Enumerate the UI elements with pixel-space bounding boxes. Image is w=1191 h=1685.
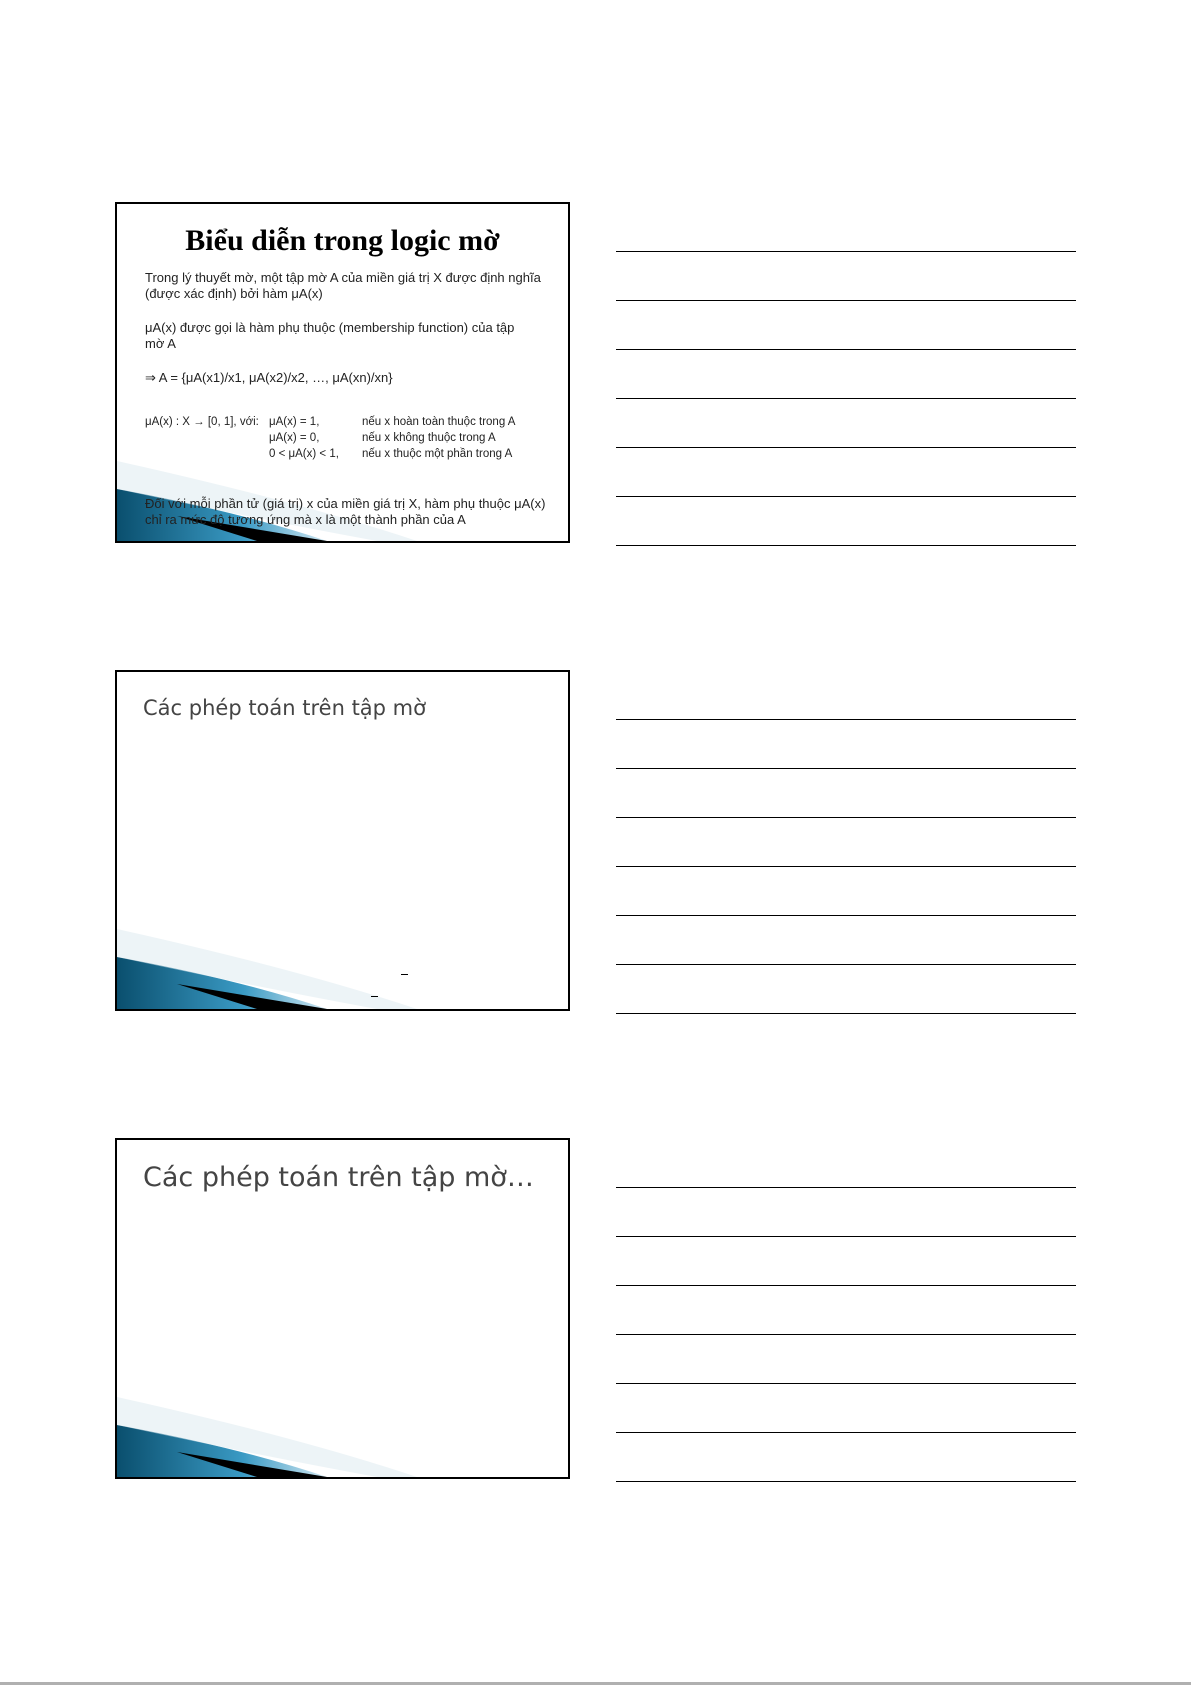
slide-title: Các phép toán trên tập mờ… [143, 1162, 534, 1193]
note-line [616, 866, 1076, 867]
note-line [616, 1285, 1076, 1286]
slide-2 [115, 670, 570, 1011]
slide-decoration-swoosh [117, 929, 570, 1009]
note-line [616, 1236, 1076, 1237]
note-line [616, 398, 1076, 399]
note-line [616, 915, 1076, 916]
slide-1 [115, 202, 570, 543]
note-line [616, 1432, 1076, 1433]
slide-title: Các phép toán trên tập mờ [143, 696, 426, 720]
note-line [616, 349, 1076, 350]
note-line [616, 719, 1076, 720]
slide-paragraph: Đối với mỗi phần tử (giá trị) x của miền giá trị X, hàm phụ thuộc μA(x) chỉ ra mức độ tương ứng mà x là một thành phần của A [145, 496, 546, 527]
note-line [616, 1383, 1076, 1384]
note-line [616, 1187, 1076, 1188]
definition-conditions: μA(x) = 1, μA(x) = 0, 0 < μA(x) < 1, [269, 416, 339, 460]
note-line [616, 768, 1076, 769]
slide-paragraph: Trong lý thuyết mờ, một tập mờ A của miền giá trị X được định nghĩa (được xác định) bởi hàm μA(x) [145, 270, 541, 301]
definition-meanings: nếu x hoàn toàn thuộc trong A nếu x không thuộc trong A nếu x thuộc một phần trong A [362, 416, 516, 460]
note-line [616, 817, 1076, 818]
overline-mark [371, 996, 378, 997]
slide-paragraph: μA(x) được gọi là hàm phụ thuộc (membership function) của tập mờ A [145, 320, 515, 351]
overline-mark [401, 974, 408, 975]
note-line [616, 300, 1076, 301]
slide-formula: ⇒ A = {μA(x1)/x1, μA(x2)/x2, …, μA(xn)/xn} [145, 370, 393, 385]
note-line [616, 545, 1076, 546]
slide-title: Biểu diễn trong logic mờ [185, 224, 500, 257]
note-line [616, 447, 1076, 448]
note-line [616, 1334, 1076, 1335]
note-line [616, 496, 1076, 497]
note-line [616, 964, 1076, 965]
slide-3 [115, 1138, 570, 1479]
slide-decoration-swoosh [117, 1397, 570, 1477]
note-line [616, 1013, 1076, 1014]
definition-left: μA(x) : X → [0, 1], với: [145, 416, 259, 428]
note-line [616, 251, 1076, 252]
note-line [616, 1481, 1076, 1482]
